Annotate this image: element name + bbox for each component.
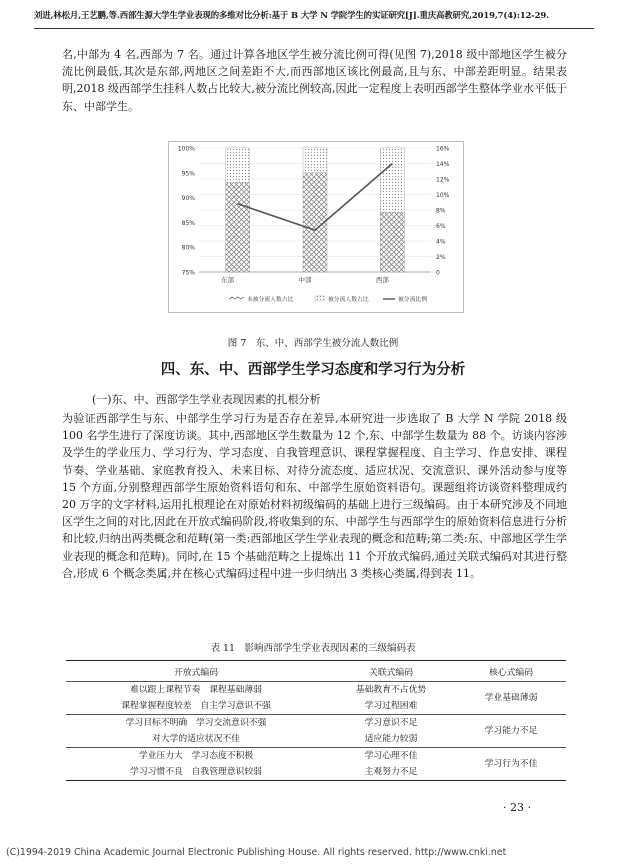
legend-label-diverted: 被分流人数占比	[328, 297, 369, 303]
header-assoc-coding: 关联式编码	[326, 661, 456, 682]
figure-caption: 图 7 东、中、西部学生被分流人数比例	[227, 338, 399, 349]
bar-diverted	[303, 148, 327, 173]
chart-legend	[229, 295, 427, 303]
left-tick-label: 90%	[181, 195, 195, 203]
paragraph-2: 为验证西部学生与东、中部学生学习行为是否存在差异,本研究进一步选取了 B 大学 N 学院 2018 级 100 名学生进行了深度访谈。其中,西部地区学生数量为 12 个,东、中部学生数量为 88 个。访谈内容涉及学生的学业压力、学习行为、学习态度、自我管理意识、课程掌握程度、自主学习、作息安排、课程节奏、学业基础、家庭教育投入、未来目标、对待分流态度、适应状况、交流意识、课外活动参与度等 15 个方面,分别整理西部学生原始资料语句和东、中部学生原始资料语句。课题组将访谈资料整理成约 20 万字的文字材料,运用扎根理论在对原始材料初级编码的基础上进行三级编码。由于本研究涉及不同地区学生之间的对比,因此在开放式编码阶段,将收集到的东、中部学生与西部学生的原始资料信息进行分析和比较,归纳出两类概念和范畴(第一类:西部地区学生学业表现的概念和范畴;第二类:东、中部地区学生学业表现的概念和范畴)。同时,在 15 个基础范畴之上提炼出 11 个开放式编码,通过关联式编码对其进行整合,形成 6 个概念类属,并在核心式编码过程中进一步归纳出 3 类核心类属,得到表 11。	[62, 412, 567, 580]
header-rule	[34, 28, 594, 29]
left-tick-label: 95%	[181, 170, 195, 178]
right-tick-label: 6%	[436, 223, 446, 230]
open-code-cell: 学习目标不明确 学习交流意识不强	[125, 718, 267, 728]
header-core-coding: 核心式编码	[456, 661, 566, 682]
running-header: 刘进,林松月,王艺鹏,等.西部生源大学生学业表现的多维对比分析:基于 B 大学 N 学院学生的实证研究[J].重庆高教研究,2019,7(4):12-29.	[34, 10, 549, 20]
assoc-code-cell: 学习心理不佳	[364, 751, 418, 761]
assoc-code-cell: 适应能力较弱	[326, 731, 456, 748]
chart-svg	[169, 142, 463, 312]
open-code-cell: 对大学的适应状况不佳	[66, 731, 326, 748]
assoc-code-cell: 主观努力不足	[326, 764, 456, 781]
table-row	[66, 715, 566, 732]
left-tick-label: 75%	[181, 269, 195, 277]
table-title: 表 11 影响西部学生学业表现因素的三级编码表	[210, 643, 416, 654]
copyright-footer: (C)1994-2019 China Academic Journal Electronic Publishing House. All rights reserved. http://www.cnki.net	[6, 847, 507, 858]
legend-label-not-diverted: 未被分流人数占比	[247, 297, 294, 303]
right-axis	[436, 146, 450, 277]
bar-diverted	[380, 148, 404, 212]
figure-7-chart	[168, 141, 464, 313]
bar-not-diverted	[226, 183, 250, 272]
open-code-cell: 课程掌握程度较差 自主学习意识不强	[66, 698, 326, 715]
x-tick-label: 东部	[221, 276, 235, 284]
open-code-cell: 学习习惯不良 自我管理意识较弱	[66, 764, 326, 781]
table-header-row	[66, 661, 566, 682]
open-code-cell: 学业压力大 学习态度不积极	[138, 751, 254, 761]
right-tick-label: 8%	[436, 207, 446, 215]
assoc-code-cell: 学习意识不足	[364, 718, 418, 728]
legend-swatch-not-diverted	[229, 297, 244, 299]
left-tick-label: 85%	[181, 219, 195, 227]
header-open-coding: 开放式编码	[66, 661, 326, 682]
x-axis-labels	[221, 275, 389, 284]
subsection-title: (一)东、中、西部学生学业表现因素的扎根分析	[92, 393, 321, 406]
assoc-code-cell: 学习过程困难	[326, 698, 456, 715]
left-axis	[178, 146, 195, 277]
section-title: 四、东、中、西部学生学习态度和学习行为分析	[160, 362, 466, 378]
paragraph-1: 名,中部为 4 名,西部为 7 名。通过计算各地区学生被分流比例可得(见图 7),2018 级中部地区学生被分流比例最低,其次是东部,两地区之间差距不大,而西部地区该比例最高,且与东、中部差距明显。结果表明,2018 级西部学生挂科人数占比较大,被分流比例较高,因此一定程度上表明西部学生整体学业水平低于东、中部学生。	[62, 48, 567, 113]
coding-table	[66, 660, 566, 781]
x-tick-label: 西部	[375, 276, 389, 284]
assoc-code-cell: 基础教育不占优势	[355, 685, 427, 695]
core-code-cell: 学业基础薄弱	[456, 682, 566, 715]
core-code-cell: 学习行为不佳	[456, 748, 566, 781]
table-row	[66, 682, 566, 699]
bar-diverted	[226, 148, 250, 183]
right-tick-label: 14%	[436, 161, 450, 168]
open-code-cell: 难以跟上课程节奏 课程基础薄弱	[130, 685, 262, 695]
bar-not-diverted	[380, 212, 404, 272]
right-tick-label: 10%	[436, 192, 450, 199]
core-code-cell: 学习能力不足	[456, 715, 566, 748]
legend-label-ratio: 被分流比例	[398, 297, 427, 303]
left-tick-label: 100%	[177, 145, 195, 153]
right-tick-label: 12%	[436, 176, 450, 184]
right-tick-label: 4%	[436, 238, 446, 246]
right-tick-label: 16%	[436, 145, 450, 153]
right-tick-label: 2%	[436, 254, 446, 261]
legend-swatch-diverted	[315, 296, 325, 301]
table-row	[66, 748, 566, 765]
x-tick-label: 中部	[298, 276, 312, 284]
right-tick-label: 0	[436, 269, 440, 277]
left-tick-label: 80%	[181, 244, 195, 252]
page-number: · 23 ·	[503, 801, 531, 814]
